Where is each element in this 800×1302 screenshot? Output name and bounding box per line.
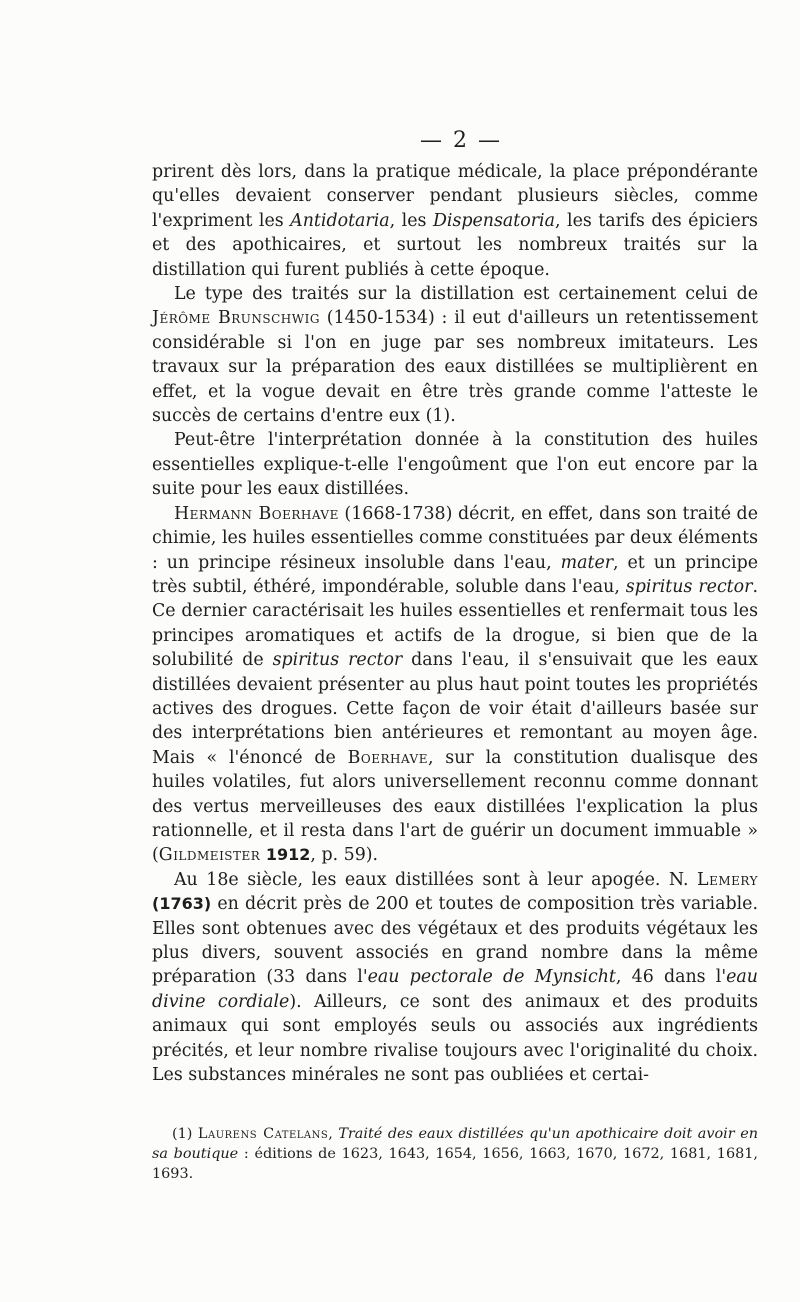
paragraph-3: Peut-être l'interprétation donnée à la constitution des huiles essentielles explique-t-elle l'engoûment que l'on eut encore par la suite pour les eaux distillées. <box>152 430 758 500</box>
paragraph-5: Au 18e siècle, les eaux distillées sont à leur apogée. N. Lemery (1763) en décrit près de 200 et toutes de composition très variable. Elles sont obtenues avec des végétaux et des produits végétaux les plus divers, souvent associés en grand nombre dans la même préparation (33 dans l'eau pectorale de Mynsicht, 46 dans l'eau divine cordiale). Ailleurs, ce sont des animaux et des produits animaux qui sont employés seuls ou associés aux ingrédients précités, et leur nombre rivalise toujours avec l'originalité du choix. Les substances minérales ne sont pas oubliées et certai- <box>152 869 759 1086</box>
footnote: (1) Laurens Catelans, Traité des eaux distillées qu'un apothicaire doit avoir en sa boutique : éditions de 1623, 1643, 1654, 1656, 1663, 1670, 1672, 1681, 1681, 1693. <box>152 1126 758 1182</box>
footnote-author: Laurens Catelans <box>197 1126 329 1142</box>
body-text <box>152 160 758 1087</box>
paragraph-1: prirent dès lors, dans la pratique médicale, la place prépondérante qu'elles devaient conserver pendant plusieurs siècles, comme l'expriment les Antidotaria, les Dispensatoria, les tarifs des épiciers et des apothicaires, et surtout les nombreux traités sur la distillation qui furent publiés à cette époque. <box>152 162 758 280</box>
paragraph-2: Le type des traités sur la distillation est certainement celui de Jérôme Brunschwig (1450-1534) : il eut d'ailleurs un retentissement considérable si l'on en juge par ses nombreux imitateurs. Les travaux sur la préparation des eaux distillées se multiplièrent en effet, et la vogue devait en être très grande comme l'atteste le succès de certains d'entre eux (1). <box>152 284 758 427</box>
paragraph-4: Hermann Boerhave (1668-1738) décrit, en effet, dans son traité de chimie, les huiles essentielles comme constituées par deux éléments : un principe résineux insoluble dans l'eau, mater, et un principe très subtil, éthéré, impondérable, soluble dans l'eau, spiritus rector. Ce dernier caractérisait les huiles essentielles et renfermait tous les principes aromatiques et actifs de la drogue, si bien que de la solubilité de spiritus rector dans l'eau, il s'ensuivait que les eaux distillées devaient présenter au plus haut point toutes les propriétés actives des drogues. Cette façon de voir était d'ailleurs basée sur des interprétations bien antérieures et remontant au moyen âge. Mais « l'énoncé de Boerhave, sur la constitution dualisque des huiles volatiles, fut alors universellement reconnu comme donnant des vertus merveilleuses des eaux distillées l'explication la plus rationnelle, et il resta dans l'art de guérir un document immuable » (Gildmeister 1912, p. 59). <box>152 503 758 866</box>
footnote-title: Traité des eaux distillées qu'un apothicaire doit avoir en sa boutique <box>152 1126 758 1162</box>
page-number: — 2 — <box>420 128 502 153</box>
